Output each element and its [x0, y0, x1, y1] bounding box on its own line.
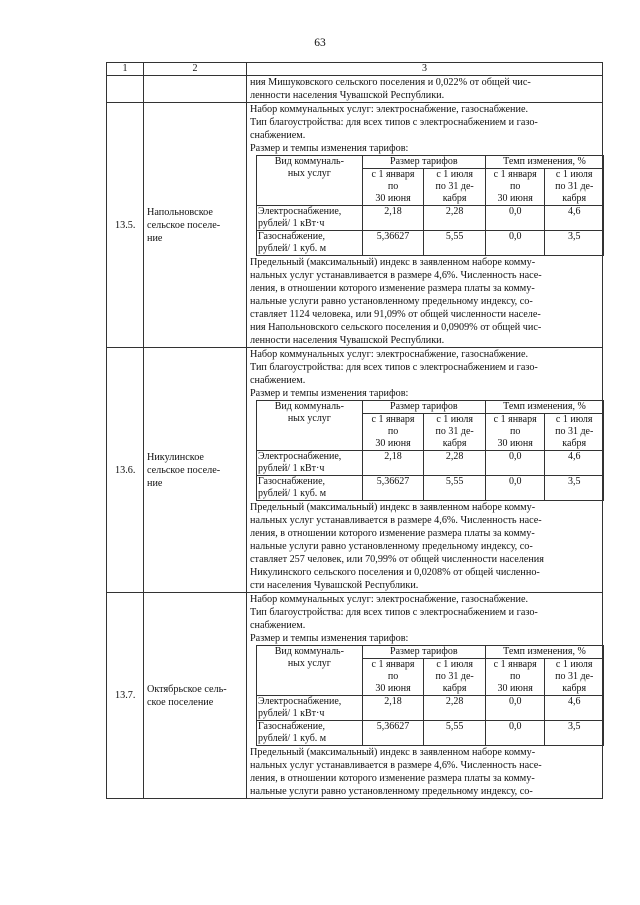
tariff-value: 5,55 [424, 721, 486, 746]
text-line: с 1 января [493, 414, 537, 425]
header-col-1: 1 [107, 63, 144, 76]
text-line: ленности населения Чувашской Республики. [250, 335, 445, 346]
text-line: ние [147, 477, 163, 489]
period-header [485, 659, 545, 696]
service-kind-header [257, 401, 363, 451]
settlement-details [247, 103, 603, 348]
text-line: Никулинское [147, 451, 204, 463]
text-line: 30 июня [375, 438, 411, 449]
text-line: Тип благоустройства: для всех типов с электроснабжением и газо- [250, 607, 538, 618]
period-header [424, 659, 486, 696]
row-number: 13.6. [107, 348, 144, 593]
tariff-row [257, 451, 604, 476]
services-intro [250, 348, 599, 400]
text-line: Газоснабжение, [258, 721, 326, 732]
text-line: по [510, 671, 521, 682]
text-line: сти населения Чувашской Республики. [250, 580, 419, 591]
text-line: ское поселение [147, 696, 214, 708]
service-label [257, 696, 363, 721]
text-line: Размер и темпы изменения тарифов: [250, 633, 409, 644]
text-line: с 1 января [493, 659, 537, 670]
text-line: рублей/ 1 кВт·ч [258, 218, 325, 229]
tariff-subtable [256, 155, 604, 256]
tariff-value: 2,28 [424, 451, 486, 476]
row-number: 13.5. [107, 103, 144, 348]
rate-value: 0,0 [485, 206, 545, 231]
period-header [545, 414, 604, 451]
service-label [257, 721, 363, 746]
text-line: кабря [442, 683, 467, 694]
text-line: 30 июня [375, 193, 411, 204]
rate-value: 0,0 [485, 231, 545, 256]
text-line: рублей/ 1 кВт·ч [258, 708, 325, 719]
rate-value: 4,6 [545, 451, 604, 476]
tariff-value: 2,18 [362, 206, 424, 231]
text-line: с 1 января [371, 414, 415, 425]
text-line: по 31 де- [555, 181, 594, 192]
max-index-text [250, 746, 599, 798]
text-line: кабря [442, 438, 467, 449]
period-header [424, 169, 486, 206]
text-line: Электроснабжение, [258, 451, 342, 462]
services-intro [250, 103, 599, 155]
tariff-value: 5,36627 [362, 721, 424, 746]
text-line: 30 июня [375, 683, 411, 694]
row-number: 13.7. [107, 593, 144, 799]
text-line: Электроснабжение, [258, 206, 342, 217]
text-line: с 1 июля [436, 169, 473, 180]
header-row [107, 63, 603, 76]
tariff-size-header: Размер тарифов [362, 156, 485, 169]
text-line: Тип благоустройства: для всех типов с электроснабжением и газо- [250, 362, 538, 373]
rate-value: 3,5 [545, 231, 604, 256]
max-index-text [250, 501, 599, 592]
tariff-subtable [256, 645, 604, 746]
service-label [257, 476, 363, 501]
text-line: Предельный (максимальный) индекс в заявленном наборе комму- [250, 747, 536, 758]
text-line: Набор коммунальных услуг: электроснабжение, газоснабжение. [250, 349, 529, 360]
text-line: Размер и темпы изменения тарифов: [250, 143, 409, 154]
tariff-value: 2,18 [362, 696, 424, 721]
text-line: ставляет 257 человек, или 70,99% от общей численности населения [250, 554, 544, 565]
tariff-subtable [256, 400, 604, 501]
text-line: ние [147, 232, 163, 244]
services-intro [250, 593, 599, 645]
rate-value: 4,6 [545, 206, 604, 231]
text-line: Тип благоустройства: для всех типов с электроснабжением и газо- [250, 117, 538, 128]
period-header [362, 169, 424, 206]
text-line: по 31 де- [435, 671, 474, 682]
text-line: Набор коммунальных услуг: электроснабжение, газоснабжение. [250, 594, 529, 605]
service-label [257, 451, 363, 476]
text-line: Напольновское [147, 206, 213, 218]
text-line: Предельный (максимальный) индекс в заявленном наборе комму- [250, 257, 536, 268]
text-line: Никулинского сельского поселения и 0,0208% от общей численно- [250, 567, 540, 578]
text-line: кабря [442, 193, 467, 204]
period-header [485, 414, 545, 451]
text-line: нальных услуг устанавливается в размере 4,6%. Численность насе- [250, 760, 542, 771]
continuation-row [107, 76, 603, 103]
tariff-size-header: Размер тарифов [362, 401, 485, 414]
period-header [545, 169, 604, 206]
text-line: по 31 де- [555, 671, 594, 682]
rate-change-header: Темп изменения, % [485, 646, 603, 659]
continuation-text [247, 76, 603, 103]
text-line: по [387, 181, 399, 192]
period-header [485, 169, 545, 206]
tariff-size-header: Размер тарифов [362, 646, 485, 659]
text-line: Газоснабжение, [258, 476, 326, 487]
tariff-value: 2,28 [424, 696, 486, 721]
text-line: по 31 де- [435, 181, 474, 192]
text-line: с 1 января [493, 169, 537, 180]
header-col-2: 2 [144, 63, 247, 76]
text-line: сельское поселе- [147, 219, 221, 231]
text-line: рублей/ 1 куб. м [258, 488, 327, 499]
text-line: нальных услуг устанавливается в размере 4,6%. Численность насе- [250, 515, 542, 526]
period-header [362, 414, 424, 451]
service-kind-header [257, 156, 363, 206]
text-line: 30 июня [497, 193, 533, 204]
text-line: с 1 июля [436, 414, 473, 425]
text-line: ния Мишуковского сельского поселения и 0,022% от общей чис- [250, 77, 531, 88]
rate-value: 3,5 [545, 476, 604, 501]
period-header [424, 414, 486, 451]
text-line: с 1 июля [555, 659, 593, 670]
rate-value: 0,0 [485, 476, 545, 501]
text-line: с 1 января [371, 169, 415, 180]
text-line: сельское поселе- [147, 464, 221, 476]
settlement-row [107, 348, 603, 593]
tariff-row [257, 206, 604, 231]
settlement-details [247, 593, 603, 799]
header-col-3: 3 [247, 63, 603, 76]
text-line: Размер и темпы изменения тарифов: [250, 388, 409, 399]
service-label [257, 231, 363, 256]
text-line: нальные услуги равно установленному предельному индексу, со- [250, 541, 533, 552]
text-line: Вид коммуналь- [274, 156, 344, 167]
tariff-value: 5,55 [424, 231, 486, 256]
tariff-row [257, 696, 604, 721]
text-line: ления, в отношении которого изменение размера платы за комму- [250, 283, 535, 294]
text-line: 30 июня [497, 438, 533, 449]
settlement-row [107, 593, 603, 799]
settlement-name [144, 348, 247, 593]
text-line: по 31 де- [435, 426, 474, 437]
text-line: по [510, 181, 521, 192]
text-line: снабжением. [250, 130, 306, 141]
text-line: Набор коммунальных услуг: электроснабжение, газоснабжение. [250, 104, 529, 115]
settlement-name [144, 103, 247, 348]
tariff-value: 5,55 [424, 476, 486, 501]
text-line: Газоснабжение, [258, 231, 326, 242]
text-line: нальные услуги равно установленному предельному индексу, со- [250, 786, 533, 797]
text-line: ставляет 1124 человека, или 91,09% от общей численности населе- [250, 309, 541, 320]
text-line: ных услуг [287, 658, 331, 669]
text-line: Электроснабжение, [258, 696, 342, 707]
tariff-value: 2,18 [362, 451, 424, 476]
text-line: Вид коммуналь- [274, 646, 344, 657]
text-line: по [387, 671, 399, 682]
text-line: 30 июня [497, 683, 533, 694]
text-line: ления, в отношении которого изменение размера платы за комму- [250, 773, 535, 784]
rate-value: 0,0 [485, 696, 545, 721]
text-line: с 1 января [371, 659, 415, 670]
page-number: 63 [314, 37, 326, 49]
text-line: Октябрьское сель- [147, 683, 227, 695]
text-line: по [510, 426, 521, 437]
text-line: по [387, 426, 399, 437]
rate-value: 3,5 [545, 721, 604, 746]
text-line: рублей/ 1 кВт·ч [258, 463, 325, 474]
text-line: снабжением. [250, 620, 306, 631]
text-line: кабря [562, 438, 587, 449]
text-line: Предельный (максимальный) индекс в заявленном наборе комму- [250, 502, 536, 513]
text-line: ных услуг [287, 413, 331, 424]
tariff-value: 5,36627 [362, 231, 424, 256]
service-label [257, 206, 363, 231]
rate-value: 0,0 [485, 721, 545, 746]
text-line: ния Напольновского сельского поселения и 0,0909% от общей чис- [250, 322, 542, 333]
text-line: нальные услуги равно установленному предельному индексу, со- [250, 296, 533, 307]
period-header [362, 659, 424, 696]
text-line: ления, в отношении которого изменение размера платы за комму- [250, 528, 535, 539]
rate-change-header: Темп изменения, % [485, 401, 603, 414]
text-line: Вид коммуналь- [274, 401, 344, 412]
settlement-details [247, 348, 603, 593]
rate-value: 4,6 [545, 696, 604, 721]
text-line: с 1 июля [436, 659, 473, 670]
text-line: кабря [562, 193, 587, 204]
text-line: ных услуг [287, 168, 331, 179]
text-line: ленности населения Чувашской Республики. [250, 90, 445, 101]
tariff-row [257, 476, 604, 501]
tariff-row [257, 231, 604, 256]
rate-value: 0,0 [485, 451, 545, 476]
text-line: с 1 июля [555, 169, 593, 180]
text-line: снабжением. [250, 375, 306, 386]
text-line: рублей/ 1 куб. м [258, 733, 327, 744]
tariff-value: 5,36627 [362, 476, 424, 501]
settlement-row [107, 103, 603, 348]
text-line: нальных услуг устанавливается в размере 4,6%. Численность насе- [250, 270, 542, 281]
tariff-table [106, 62, 603, 799]
tariff-row [257, 721, 604, 746]
service-kind-header [257, 646, 363, 696]
settlement-name [144, 593, 247, 799]
text-line: рублей/ 1 куб. м [258, 243, 327, 254]
text-line: по 31 де- [555, 426, 594, 437]
text-line: кабря [562, 683, 587, 694]
tariff-value: 2,28 [424, 206, 486, 231]
max-index-text [250, 256, 599, 347]
rate-change-header: Темп изменения, % [485, 156, 603, 169]
period-header [545, 659, 604, 696]
text-line: с 1 июля [555, 414, 593, 425]
